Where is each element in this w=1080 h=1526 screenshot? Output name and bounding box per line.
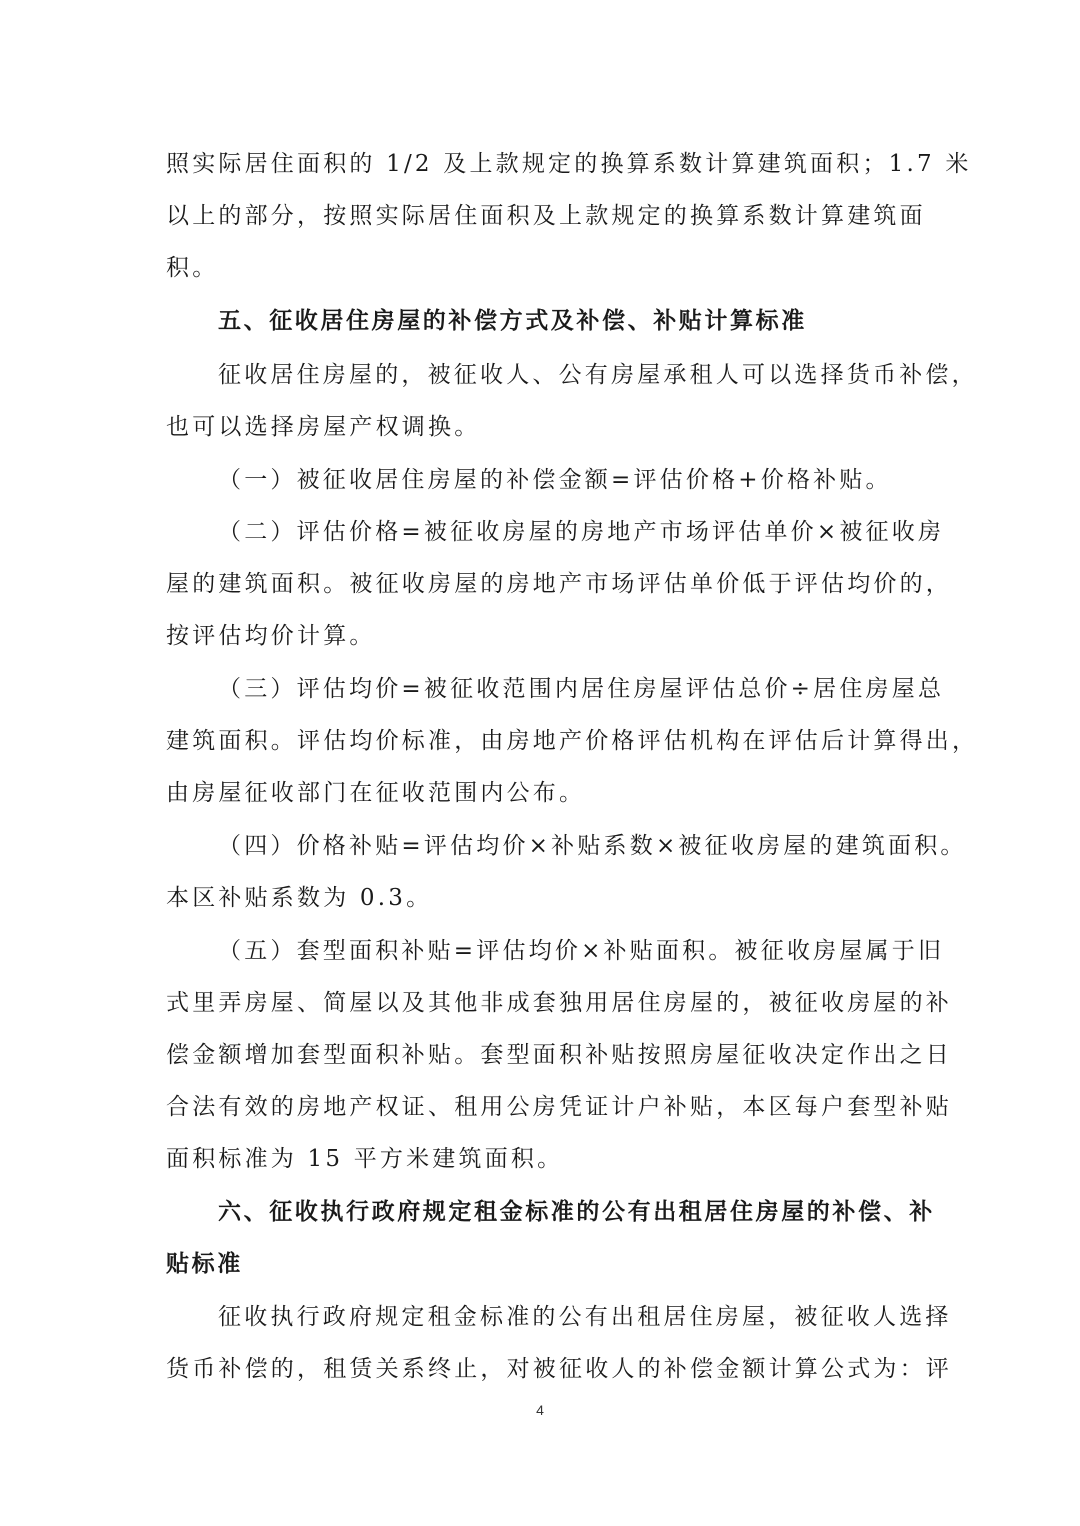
section-heading-5: 五、征收居住房屋的补偿方式及补偿、补贴计算标准 xyxy=(218,308,807,334)
text-line: 货币补偿的，租赁关系终止，对被征收人的补偿金额计算公式为：评 xyxy=(166,1356,952,1382)
page-number: 4 xyxy=(536,1402,544,1418)
section-heading-6: 六、征收执行政府规定租金标准的公有出租居住房屋的补偿、补 xyxy=(218,1199,935,1225)
text-line: （四）价格补贴=评估均价×补贴系数×被征收房屋的建筑面积。 xyxy=(218,833,967,859)
text-line: 也可以选择房屋产权调换。 xyxy=(166,414,481,440)
text-line: 合法有效的房地产权证、租用公房凭证计户补贴，本区每户套型补贴 xyxy=(166,1094,952,1120)
text-line: 本区补贴系数为 0.3。 xyxy=(166,885,433,911)
text-line: 屋的建筑面积。被征收房屋的房地产市场评估单价低于评估均价的， xyxy=(166,571,952,597)
text-line: 照实际居住面积的 1/2 及上款规定的换算系数计算建筑面积；1.7 米 xyxy=(166,151,972,177)
text-line: （五）套型面积补贴=评估均价×补贴面积。被征收房屋属于旧 xyxy=(218,938,945,964)
text-line: 征收居住房屋的，被征收人、公有房屋承租人可以选择货币补偿， xyxy=(218,362,978,388)
text-line: 偿金额增加套型面积补贴。套型面积补贴按照房屋征收决定作出之日 xyxy=(166,1042,952,1068)
text-line: 由房屋征收部门在征收范围内公布。 xyxy=(166,780,586,806)
text-line: 积。 xyxy=(166,255,219,281)
text-line: 面积标准为 15 平方米建筑面积。 xyxy=(166,1146,564,1172)
text-line: 征收执行政府规定租金标准的公有出租居住房屋，被征收人选择 xyxy=(218,1304,952,1330)
text-line: （三）评估均价=被征收范围内居住房屋评估总价÷居住房屋总 xyxy=(218,676,945,702)
text-line: 以上的部分，按照实际居住面积及上款规定的换算系数计算建筑面 xyxy=(166,203,926,229)
text-line: （一）被征收居住房屋的补偿金额=评估价格+价格补贴。 xyxy=(218,467,892,493)
text-line: 按评估均价计算。 xyxy=(166,623,376,649)
section-heading-6-cont: 贴标准 xyxy=(166,1251,243,1277)
text-line: 建筑面积。评估均价标准，由房地产价格评估机构在评估后计算得出， xyxy=(166,728,979,754)
text-line: 式里弄房屋、简屋以及其他非成套独用居住房屋的，被征收房屋的补 xyxy=(166,990,952,1016)
text-line: （二）评估价格=被征收房屋的房地产市场评估单价×被征收房 xyxy=(218,519,945,545)
